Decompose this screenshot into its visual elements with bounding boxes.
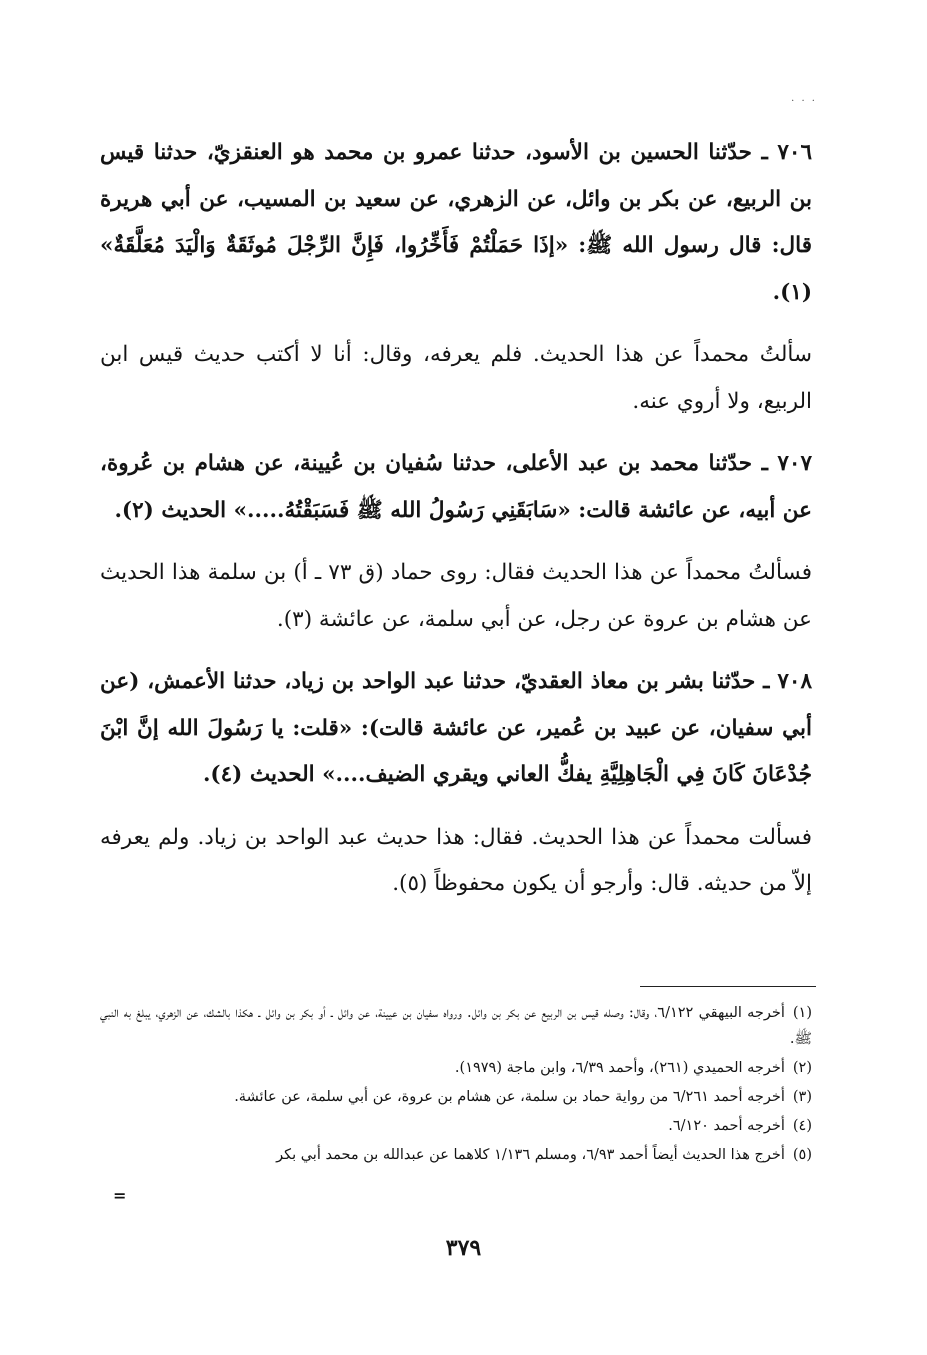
footnote-number: (٥) — [792, 1147, 812, 1163]
commentary-707: فسألتُ محمداً عن هذا الحديث فقال: روى حماد (ق ٧٣ ـ أ) بن سلمة هذا الحديث عن هشام بن عروة عن رجل، عن أبي سلمة، عن عائشة (٣). — [100, 560, 812, 632]
footnote-1 — [100, 1000, 812, 1052]
scan-speck: · · · — [791, 96, 817, 107]
footnote-3 — [100, 1084, 812, 1110]
footnote-number: (٢) — [792, 1060, 812, 1076]
commentary-708: فسألت محمداً عن هذا الحديث. فقال: هذا حديث عبد الواحد بن زياد. ولم يعرفه إلاّ من حديثه. قال: وأرجو أن يكون محفوظاً (٥). — [100, 824, 812, 896]
footnote-text: أخرجه البيهقي ٦/١٢٢، وقال: وصله قيس بن الربيع عن بكر بن وائل. ورواه سفيان بن عيينة، عن وائل ـ أو بكر بن وائل ـ هكذا بالشك، عن الزهري، يبلغ به النبي ﷺ. — [100, 1005, 812, 1047]
footnote-text: أخرجه أحمد ٦/١٢٠. — [668, 1118, 785, 1134]
footnotes — [100, 1000, 812, 1171]
hadith-708: ٧٠٨ ـ حدّثنا بشر بن معاذ العقديّ، حدثنا عبد الواحد بن زياد، حدثنا الأعمش، (عن أبي سفيان، عن عبيد بن عُمير، عن عائشة قالت): «قلت: يا رَسُولَ الله إنَّ ابْنَ جُدْعَانَ كَانَ فِي الْجَاهِلِيَّةِ يفكُّ العاني ويقري الضيف....» الحديث (٤). — [100, 669, 812, 787]
commentary-706: سألتُ محمداً عن هذا الحديث. فلم يعرفه، وقال: أنا لا أكتب حديث قيس ابن الربيع، ولا أروي عنه. — [100, 342, 812, 414]
footnote-separator — [640, 986, 816, 987]
footnote-number: (١) — [792, 1005, 812, 1021]
main-text — [100, 130, 812, 924]
footnote-text: أخرج هذا الحديث أيضاً أحمد ٦/٩٣، ومسلم ١/١٣٦ كلاهما عن عبدالله بن محمد أبي بكر — [276, 1147, 785, 1163]
footnote-4 — [100, 1113, 812, 1139]
footnote-5 — [100, 1142, 812, 1168]
continuation-mark: = — [113, 1186, 127, 1205]
hadith-707: ٧٠٧ ـ حدّثنا محمد بن عبد الأعلى، حدثنا سُفيان بن عُيينة، عن هشام بن عُروة، عن أبيه، عن عائشة قالت: «سَابَقَنِي رَسُولُ الله ﷺ فَسَبَقْتُهُ.....» الحديث (٢). — [100, 451, 812, 523]
footnote-2 — [100, 1055, 812, 1081]
footnote-number: (٤) — [792, 1118, 812, 1134]
footnote-number: (٣) — [792, 1089, 812, 1105]
hadith-706: ٧٠٦ ـ حدّثنا الحسين بن الأسود، حدثنا عمرو بن محمد هو العنقزيّ، حدثنا قيس بن الربيع، عن بكر بن وائل، عن الزهري، عن سعيد بن المسيب، عن أبي هريرة قال: قال رسول الله ﷺ: «إذَا حَمَلْتُمْ فَأَخِّرُوا، فَإِنَّ الرِّجْلَ مُوثَقَةٌ وَالْيَدَ مُعَلَّقَةٌ» (١). — [100, 140, 812, 305]
footnote-text: أخرجه أحمد ٦/٢٦١ من رواية حماد بن سلمة، عن هشام بن عروة، عن أبي سلمة، عن عائشة. — [234, 1089, 785, 1105]
footnote-text: أخرجه الحميدي (٢٦١)، وأحمد ٦/٣٩، وابن ماجة (١٩٧٩). — [454, 1060, 785, 1076]
page-number: ٣٧٩ — [445, 1235, 482, 1261]
